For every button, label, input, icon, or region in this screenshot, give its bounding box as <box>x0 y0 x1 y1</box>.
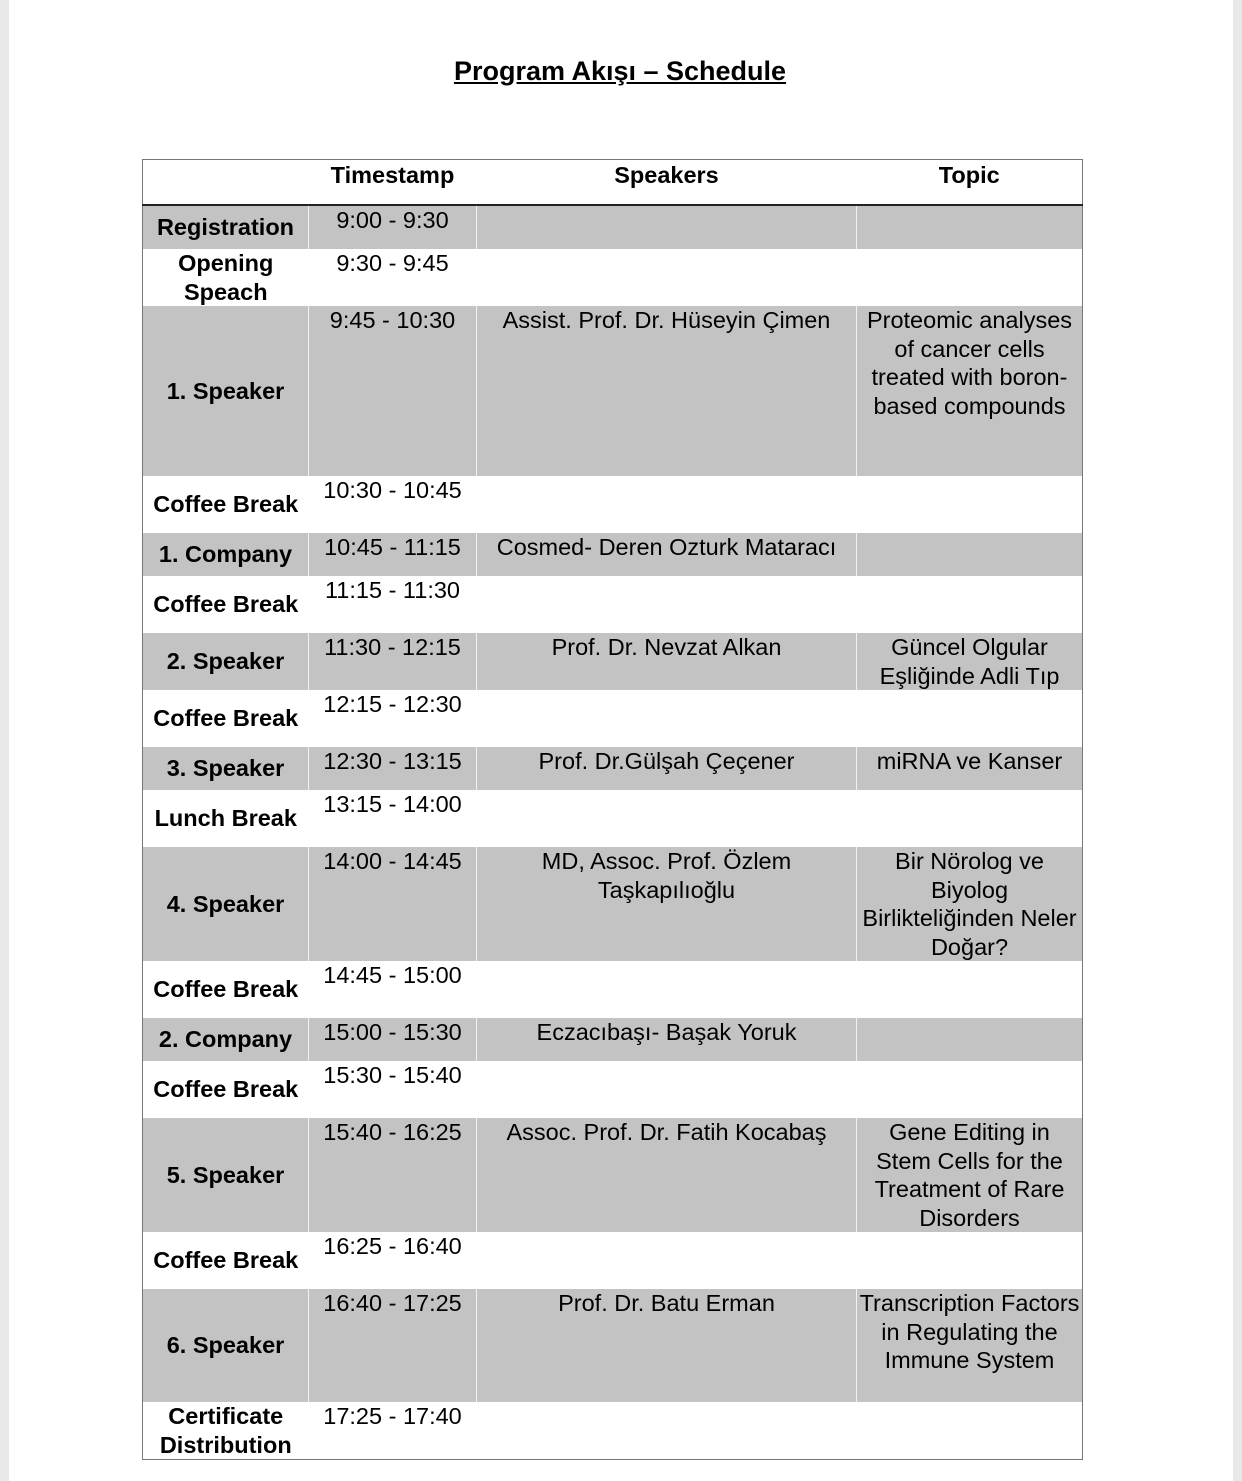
row-label: 2. Speaker <box>143 633 309 690</box>
row-speaker: Cosmed- Deren Ozturk Mataracı <box>477 533 857 576</box>
table-row <box>143 249 1083 306</box>
row-topic: Transcription Factors in Regulating the Immune System <box>857 1289 1083 1402</box>
header-label <box>143 160 309 206</box>
row-topic <box>857 1232 1083 1289</box>
table-row <box>143 1289 1083 1402</box>
table-row <box>143 533 1083 576</box>
row-label: 1. Speaker <box>143 306 309 476</box>
row-label: 1. Company <box>143 533 309 576</box>
row-label: 5. Speaker <box>143 1118 309 1232</box>
table-row <box>143 205 1083 249</box>
row-time: 11:15 - 11:30 <box>309 576 477 633</box>
row-time: 15:30 - 15:40 <box>309 1061 477 1118</box>
row-speaker: Prof. Dr. Batu Erman <box>477 1289 857 1402</box>
table-row <box>143 690 1083 747</box>
row-topic: Proteomic analyses of cancer cells treated with boron-based compounds <box>857 306 1083 476</box>
table-header-row <box>143 160 1083 206</box>
table-row <box>143 633 1083 690</box>
table-row <box>143 306 1083 476</box>
row-label: Lunch Break <box>143 790 309 847</box>
row-topic <box>857 1018 1083 1061</box>
table-row <box>143 1061 1083 1118</box>
row-speaker <box>477 961 857 1018</box>
row-topic <box>857 533 1083 576</box>
table-row <box>143 847 1083 961</box>
row-time: 14:45 - 15:00 <box>309 961 477 1018</box>
row-speaker: Assoc. Prof. Dr. Fatih Kocabaş <box>477 1118 857 1232</box>
row-label: Registration <box>143 205 309 249</box>
row-label: 3. Speaker <box>143 747 309 790</box>
row-time: 10:30 - 10:45 <box>309 476 477 533</box>
row-topic <box>857 205 1083 249</box>
row-speaker <box>477 1061 857 1118</box>
header-speakers: Speakers <box>477 160 857 206</box>
row-label: Opening Speach <box>143 249 309 306</box>
row-label: 2. Company <box>143 1018 309 1061</box>
table-row <box>143 961 1083 1018</box>
row-topic <box>857 249 1083 306</box>
row-topic: Güncel Olgular Eşliğinde Adli Tıp <box>857 633 1083 690</box>
row-topic <box>857 576 1083 633</box>
row-speaker <box>477 690 857 747</box>
row-label: Coffee Break <box>143 576 309 633</box>
table-row <box>143 576 1083 633</box>
row-time: 16:40 - 17:25 <box>309 1289 477 1402</box>
table-row <box>143 1118 1083 1232</box>
row-speaker <box>477 249 857 306</box>
row-speaker: MD, Assoc. Prof. Özlem Taşkapılıoğlu <box>477 847 857 961</box>
schedule-table <box>142 159 1083 1460</box>
row-time: 15:40 - 16:25 <box>309 1118 477 1232</box>
row-label: Coffee Break <box>143 1232 309 1289</box>
row-topic <box>857 790 1083 847</box>
row-topic <box>857 476 1083 533</box>
row-speaker: Assist. Prof. Dr. Hüseyin Çimen <box>477 306 857 476</box>
row-label: Certificate Distribution <box>143 1402 309 1460</box>
header-topic: Topic <box>857 160 1083 206</box>
table-row <box>143 790 1083 847</box>
row-speaker: Eczacıbaşı- Başak Yoruk <box>477 1018 857 1061</box>
row-label: 4. Speaker <box>143 847 309 961</box>
row-speaker: Prof. Dr.Gülşah Çeçener <box>477 747 857 790</box>
row-time: 14:00 - 14:45 <box>309 847 477 961</box>
row-label: Coffee Break <box>143 476 309 533</box>
row-speaker <box>477 476 857 533</box>
row-speaker <box>477 205 857 249</box>
row-speaker <box>477 1402 857 1460</box>
row-time: 9:45 - 10:30 <box>309 306 477 476</box>
row-time: 12:30 - 13:15 <box>309 747 477 790</box>
row-topic <box>857 961 1083 1018</box>
row-time: 9:30 - 9:45 <box>309 249 477 306</box>
row-label: 6. Speaker <box>143 1289 309 1402</box>
page-title: Program Akışı – Schedule <box>453 56 787 86</box>
row-topic: Gene Editing in Stem Cells for the Treatment of Rare Disorders <box>857 1118 1083 1232</box>
row-label: Coffee Break <box>143 690 309 747</box>
row-speaker <box>477 790 857 847</box>
row-time: 9:00 - 9:30 <box>309 205 477 249</box>
row-speaker <box>477 1232 857 1289</box>
row-time: 12:15 - 12:30 <box>309 690 477 747</box>
table-row <box>143 1232 1083 1289</box>
row-topic <box>857 690 1083 747</box>
row-speaker <box>477 576 857 633</box>
row-topic <box>857 1402 1083 1460</box>
table-row <box>143 747 1083 790</box>
row-time: 15:00 - 15:30 <box>309 1018 477 1061</box>
row-time: 13:15 - 14:00 <box>309 790 477 847</box>
header-timestamp: Timestamp <box>309 160 477 206</box>
row-label: Coffee Break <box>143 961 309 1018</box>
row-speaker: Prof. Dr. Nevzat Alkan <box>477 633 857 690</box>
row-topic: Bir Nörolog ve Biyolog Birlikteliğinden Neler Doğar? <box>857 847 1083 961</box>
row-time: 11:30 - 12:15 <box>309 633 477 690</box>
row-time: 16:25 - 16:40 <box>309 1232 477 1289</box>
table-row <box>143 1402 1083 1460</box>
table-row <box>143 476 1083 533</box>
row-topic: miRNA ve Kanser <box>857 747 1083 790</box>
row-label: Coffee Break <box>143 1061 309 1118</box>
table-row <box>143 1018 1083 1061</box>
row-time: 17:25 - 17:40 <box>309 1402 477 1460</box>
row-topic <box>857 1061 1083 1118</box>
row-time: 10:45 - 11:15 <box>309 533 477 576</box>
